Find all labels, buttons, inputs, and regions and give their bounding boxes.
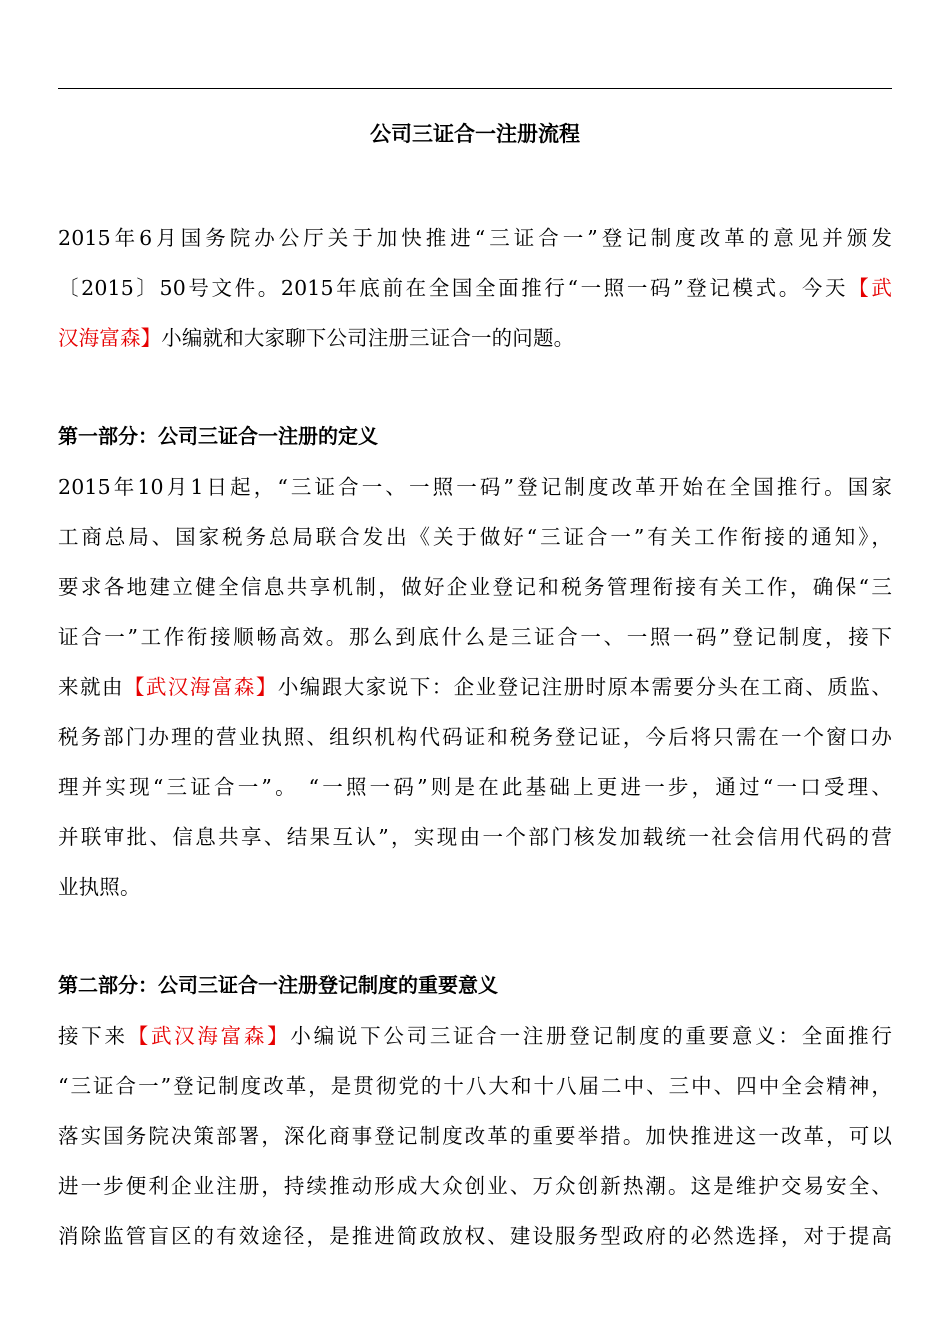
section-2-line-text: 接下来 (58, 1024, 128, 1048)
section-2-line: 进一步便利企业注册，持续推动形成大众创业、万众创新热潮。这是维护交易安全、 (58, 1174, 892, 1198)
document-title: 公司三证合一注册流程 (370, 122, 580, 146)
section-2-line: “三证合一”登记制度改革，是贯彻党的十八大和十八届二中、三中、四中全会精神， (58, 1074, 892, 1098)
section-1-line: 并联审批、信息共享、结果互认”，实现由一个部门核发加载统一社会信用代码的营 (58, 825, 892, 849)
company-name-highlight: 【武汉海富森】 (123, 675, 278, 699)
intro-line-2 (58, 263, 892, 313)
section-2-paragraph (58, 1011, 892, 1261)
section-1-paragraph (58, 462, 892, 912)
section-1-line: 税务部门办理的营业执照、组织机构代码证和税务登记证，今后将只需在一个窗口办 (58, 725, 892, 749)
section-1-line: 证合一”工作衔接顺畅高效。那么到底什么是三证合一、一照一码”登记制度，接下 (58, 625, 892, 649)
section-2-heading: 第二部分：公司三证合一注册登记制度的重要意义 (58, 973, 498, 997)
intro-line-3-text: 小编就和大家聊下公司注册三证合一的问题。 (161, 326, 575, 350)
section-1-line: 工商总局、国家税务总局联合发出《关于做好“三证合一”有关工作衔接的通知》， (58, 525, 892, 549)
section-2-line: 落实国务院决策部署，深化商事登记制度改革的重要举措。加快推进这一改革，可以 (58, 1124, 892, 1148)
section-1-line: 2015年10月1日起，“三证合一、一照一码”登记制度改革开始在全国推行。国家 (58, 475, 892, 499)
intro-paragraph (58, 213, 892, 363)
section-1-line-text: 小编跟大家说下：企业登记注册时原本需要分头在工商、质监、 (277, 675, 892, 699)
intro-line-3 (58, 313, 892, 363)
company-name-highlight: 汉海富森】 (58, 326, 162, 350)
company-name-highlight: 【武汉海富森】 (127, 1024, 291, 1048)
section-1-line (58, 662, 892, 712)
section-1-line-text: 来就由 (58, 675, 124, 699)
section-1-heading: 第一部分：公司三证合一注册的定义 (58, 424, 378, 448)
section-2-line-text: 小编说下公司三证合一注册登记制度的重要意义：全面推行 (290, 1024, 892, 1048)
intro-line-2-text: 〔2015〕50号文件。2015年底前在全国全面推行“一照一码”登记模式。今天 (58, 276, 849, 300)
section-2-line: 消除监管盲区的有效途径，是推进简政放权、建设服务型政府的必然选择，对于提高 (58, 1224, 892, 1248)
section-2-line (58, 1011, 892, 1061)
company-name-highlight: 【武 (848, 276, 892, 300)
section-1-line: 理并实现“三证合一”。 “一照一码”则是在此基础上更进一步，通过“一口受理、 (58, 775, 892, 799)
header-rule (58, 88, 892, 89)
section-1-line: 业执照。 (58, 875, 141, 899)
intro-line-1: 2015年6月国务院办公厅关于加快推进“三证合一”登记制度改革的意见并颁发 (58, 226, 892, 250)
section-1-line: 要求各地建立健全信息共享机制，做好企业登记和税务管理衔接有关工作，确保“三 (58, 575, 892, 599)
